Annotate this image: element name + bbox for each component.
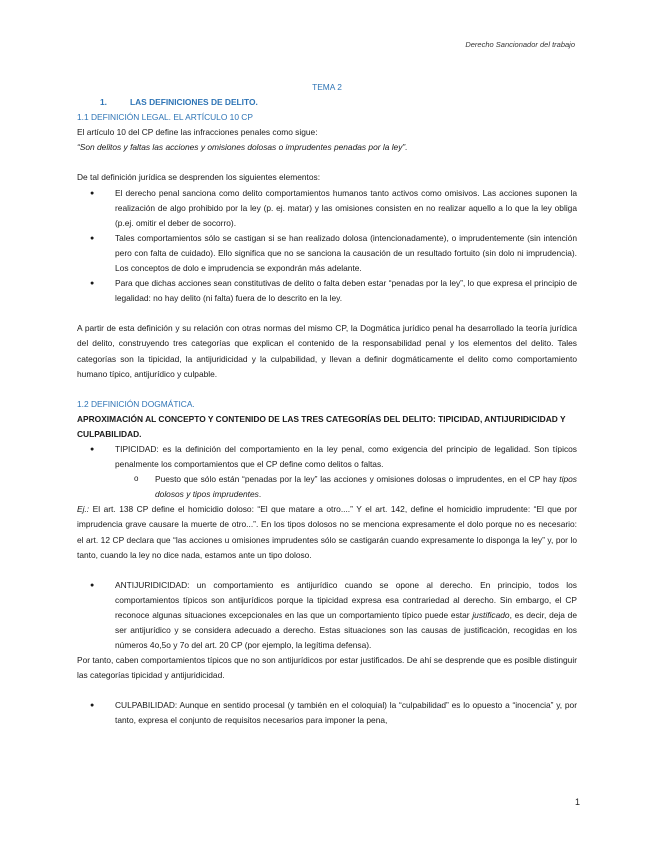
art10-quote: “Son delitos y faltas las acciones y omisiones dolosas o imprudentes penadas por la ley”. (77, 142, 408, 153)
example-paragraph (77, 502, 577, 562)
antijuridicidad-term: ANTIJURIDICIDAD (115, 579, 188, 590)
culpabilidad-list (77, 698, 577, 728)
tipicidad-text: : es la definición del comportamiento en la ley penal, como exigencia del principio de legalidad. Son típicos penalmente los comportamientos que el CP define como delitos o faltas. (115, 443, 577, 470)
tipicidad-sub-text: Puesto que sólo están “penadas por la ley” las acciones y omisiones dolosas o imprudentes, en el CP hay (155, 474, 560, 485)
culpabilidad-text: : Aunque en sentido procesal (y también en el coloquial) la “culpabilidad” es lo opuesto a “inocencia” y, por tanto, expresa el conjunto de requisitos necesarios para imponer la pena, (115, 700, 577, 726)
antijuridicidad-list (77, 578, 577, 653)
subsection-heading-2: 1.2 DEFINICIÓN DOGMÁTICA. (77, 398, 195, 409)
subsection-heading-1: 1.1 DEFINICIÓN LEGAL. EL ARTÍCULO 10 CP (77, 112, 253, 123)
portanto-paragraph: Por tanto, caben comportamientos típicos que no son antijurídicos por estar justificados. De ahí se desprende que es posible distinguir las categorías tipicidad y antijuridicidad. (77, 655, 577, 681)
list-item: ● Tales comportamientos sólo se castigan si se han realizado dolosa (intencionadamente), o imprudentemente (sin intención pero con falta de cuidado). Ello significa que no se sanciona la causación de un resultado fortuito (sin dolo ni imprudencia). Los conceptos de dolo e imprudencia se expondrán más adelante. (77, 231, 577, 276)
antijuridicidad-text: : un comportamiento es antijurídico cuando se opone al derecho. En principio, todos los comportamientos típicos son antijurídicos porque la tipicidad expresa esa contrariedad al derecho. Sin embargo, el CP reconoce algunas situaciones excepcionales en las que un comportamiento típico puede estar (115, 579, 577, 620)
running-header: Derecho Sancionador del trabajo (465, 40, 575, 49)
antijuridicidad-item (77, 578, 577, 653)
section-number: 1. (100, 97, 107, 108)
categories-heading: APROXIMACIÓN AL CONCEPTO Y CONTENIDO DE LAS TRES CATEGORÍAS DEL DELITO: TIPICIDAD, ANTIJURIDICIDAD Y CULPABILIDAD. (77, 413, 566, 439)
tipicidad-term: TIPICIDAD (115, 443, 157, 454)
tipicidad-item (77, 442, 577, 472)
section-heading (77, 95, 577, 110)
culpabilidad-term: CULPABILIDAD (115, 700, 175, 711)
tipicidad-sub-end: . (258, 489, 262, 500)
tipicidad-list (77, 442, 577, 472)
art10-paragraph: El artículo 10 del CP define las infracciones penales como sigue: (77, 127, 318, 138)
tipicidad-subitem (77, 472, 577, 502)
elements-list (77, 186, 577, 307)
tipicidad-sublist (77, 472, 577, 502)
document-body (77, 80, 577, 729)
example-label: Ej.: (77, 504, 90, 515)
teoria-paragraph: A partir de esta definición y su relación con otras normas del mismo CP, la Dogmática jurídico penal ha desarrollado la teoría jurídica del delito, construyendo tres categorías que explican el contenido de la responsabilidad penal y los elementos del delito. Tales categorías son la tipicidad, la antijuridicidad y la culpabilidad, y llevan a definir dogmáticamente el delito como comportamiento humano típico, antijurídico y culpable. (77, 323, 577, 379)
elements-intro: De tal definición jurídica se desprenden los siguientes elementos: (77, 172, 321, 183)
section-title: LAS DEFINICIONES DE DELITO. (130, 97, 258, 108)
culpabilidad-item (77, 698, 577, 728)
list-item: ● Para que dichas acciones sean constitutivas de delito o falta deben estar “penadas por la ley”, lo que expresa el principio de legalidad: no hay delito (ni falta) fuera de lo descrito en la ley. (77, 276, 577, 306)
antijuridicidad-italic: justificado (472, 609, 510, 620)
antijuridicidad-text-end: , es decir, deja de ser antijurídico y se considera adecuado a derecho. Estas situaciones son las causas de justificación, recogidas en los números 4o,5o y 7o del art. 20 CP (por ejemplo, la legítima defensa). (115, 609, 577, 651)
list-item: ● El derecho penal sanciona como delito comportamientos humanos tanto activos como omisivos. Las acciones suponen la realización de algo prohibido por la ley (p. ej. matar) y las omisiones consisten en no realizar aquello a lo que la ley obliga (p.ej. omitir el deber de socorro). (77, 186, 577, 231)
tema-title: TEMA 2 (312, 82, 342, 92)
example-text: El art. 138 CP define el homicidio doloso: “El que matare a otro....” Y el art. 142, define el homicidio imprudente: “El que por imprudencia grave causare la muerte de otro...”. En los tipos dolosos no se menciona expresamente el dolo porque no es necesario: el art. 12 CP declara que “las acciones u omisiones imprudentes sólo se castigarán cuando expresamente lo disponga la ley” y, por lo tanto, cuando la ley no dice nada, estamos ante un tipo doloso. (77, 504, 577, 560)
tipicidad-sub-italic: tipos dolosos y tipos imprudentes (155, 474, 577, 500)
page-number: 1 (574, 797, 580, 807)
